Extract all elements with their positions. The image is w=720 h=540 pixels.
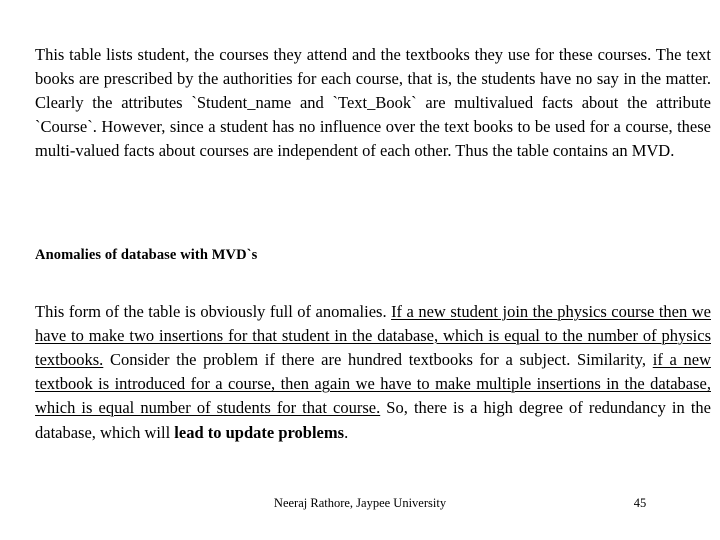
anomalies-lead-text: This form of the table is obviously full of anomalies. bbox=[35, 301, 392, 321]
anomalies-end-punctuation: . bbox=[344, 422, 349, 442]
section-heading-anomalies: Anomalies of database with MVD`s bbox=[35, 247, 258, 263]
paragraph-anomalies bbox=[35, 300, 711, 445]
anomalies-middle-text: Consider the problem if there are hundred textbooks for a subject. Similarity, bbox=[103, 349, 653, 369]
slide-footer bbox=[0, 494, 720, 516]
footer-author-label: Neeraj Rathore, Jaypee University bbox=[273, 496, 447, 510]
footer-page-number: 45 bbox=[633, 496, 647, 510]
anomalies-underlined-claim-2: if a new textbook is introduced for a course, then again we have to make multiple insertions in the database, which is equal number of students for that course. bbox=[35, 349, 711, 418]
anomalies-underlined-claim-1: If a new student join the physics course then we have to make two insertions for that student in the database, which is equal to the number of physics textbooks. bbox=[35, 301, 711, 369]
paragraph-intro: This table lists student, the courses they attend and the textbooks they use for these courses. The text books are prescribed by the authorities for each course, that is, the students have no say in the matter. Clearly the attributes `Student_name and `Text_Book` are multivalued facts about the attribute `Course`. However, since a student has no influence over the text books to be used for a course, these multi-valued facts about courses are independent of each other. Thus the table contains an MVD. bbox=[35, 44, 711, 161]
anomalies-tail-text: So, there is a high degree of redundancy in the database, which will bbox=[35, 398, 712, 442]
anomalies-bold-phrase: lead to update problems bbox=[174, 422, 345, 442]
